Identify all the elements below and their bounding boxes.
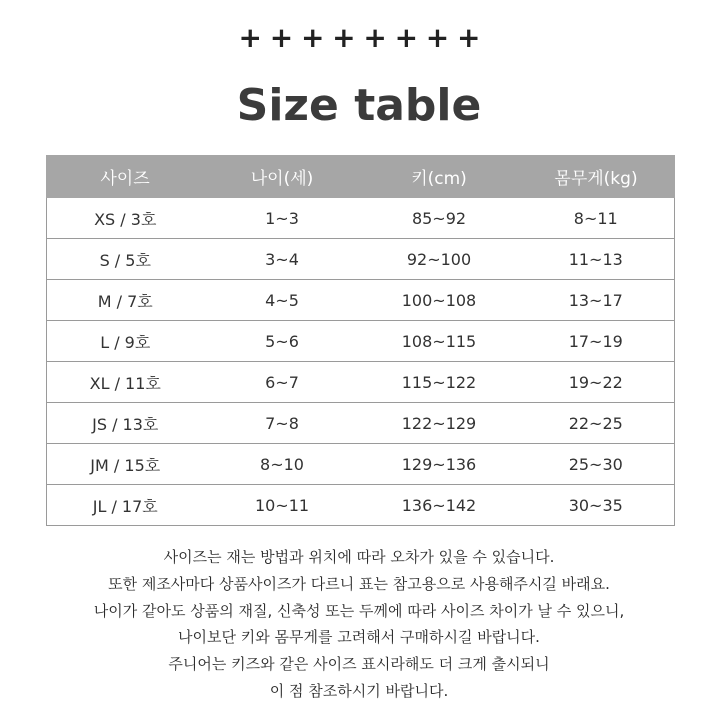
- cell-size: XS / 3호: [47, 198, 204, 239]
- size-notes: [0, 544, 718, 705]
- cell-age: 8~10: [204, 444, 361, 485]
- note-line: 주니어는 키즈와 같은 사이즈 표시라해도 더 크게 출시되니: [168, 655, 550, 674]
- table-row: [47, 239, 675, 280]
- note-line: 나이가 같아도 상품의 재질, 신축성 또는 두께에 따라 사이즈 차이가 날 수 있으니,: [93, 601, 625, 620]
- note-line: 또한 제조사마다 상품사이즈가 다르니 표는 참고용으로 사용해주시길 바래요.: [108, 574, 610, 593]
- cell-height: 129~136: [361, 444, 518, 485]
- note-line: 나이보단 키와 몸무게를 고려해서 구매하시길 바랍니다.: [178, 628, 540, 647]
- cell-height: 115~122: [361, 362, 518, 403]
- cell-height: 92~100: [361, 239, 518, 280]
- cell-weight: 17~19: [518, 321, 675, 362]
- cell-age: 10~11: [204, 485, 361, 526]
- cell-size: JL / 17호: [47, 485, 204, 526]
- cell-height: 122~129: [361, 403, 518, 444]
- cell-weight: 11~13: [518, 239, 675, 280]
- table-row: [47, 321, 675, 362]
- cell-size: S / 5호: [47, 239, 204, 280]
- cell-weight: 19~22: [518, 362, 675, 403]
- cell-age: 5~6: [204, 321, 361, 362]
- header-weight: 몸무게(kg): [518, 156, 675, 198]
- cell-size: M / 7호: [47, 280, 204, 321]
- cell-age: 3~4: [204, 239, 361, 280]
- cell-size: XL / 11호: [47, 362, 204, 403]
- cell-height: 85~92: [361, 198, 518, 239]
- table-row: [47, 280, 675, 321]
- table-row: [47, 362, 675, 403]
- table-header-row: [47, 156, 675, 198]
- cell-age: 1~3: [204, 198, 361, 239]
- cell-weight: 13~17: [518, 280, 675, 321]
- cell-weight: 8~11: [518, 198, 675, 239]
- cell-age: 4~5: [204, 280, 361, 321]
- cell-size: JM / 15호: [47, 444, 204, 485]
- note-line: 사이즈는 재는 방법과 위치에 따라 오차가 있을 수 있습니다.: [163, 548, 555, 566]
- cell-weight: 22~25: [518, 403, 675, 444]
- table-row: [47, 444, 675, 485]
- cell-weight: 25~30: [518, 444, 675, 485]
- decorative-plus-row: + + + + + + + +: [238, 21, 480, 54]
- header-height: 키(cm): [361, 156, 518, 198]
- table-row: [47, 485, 675, 526]
- page-title: Size table: [236, 80, 482, 131]
- header-age: 나이(세): [204, 156, 361, 198]
- table-row: [47, 403, 675, 444]
- table-row: [47, 198, 675, 239]
- cell-weight: 30~35: [518, 485, 675, 526]
- note-line: 이 점 참조하시기 바랍니다.: [269, 681, 449, 700]
- header-size: 사이즈: [47, 156, 204, 198]
- size-table: [46, 155, 675, 526]
- cell-age: 7~8: [204, 403, 361, 444]
- cell-height: 108~115: [361, 321, 518, 362]
- cell-height: 136~142: [361, 485, 518, 526]
- cell-height: 100~108: [361, 280, 518, 321]
- cell-age: 6~7: [204, 362, 361, 403]
- cell-size: L / 9호: [47, 321, 204, 362]
- cell-size: JS / 13호: [47, 403, 204, 444]
